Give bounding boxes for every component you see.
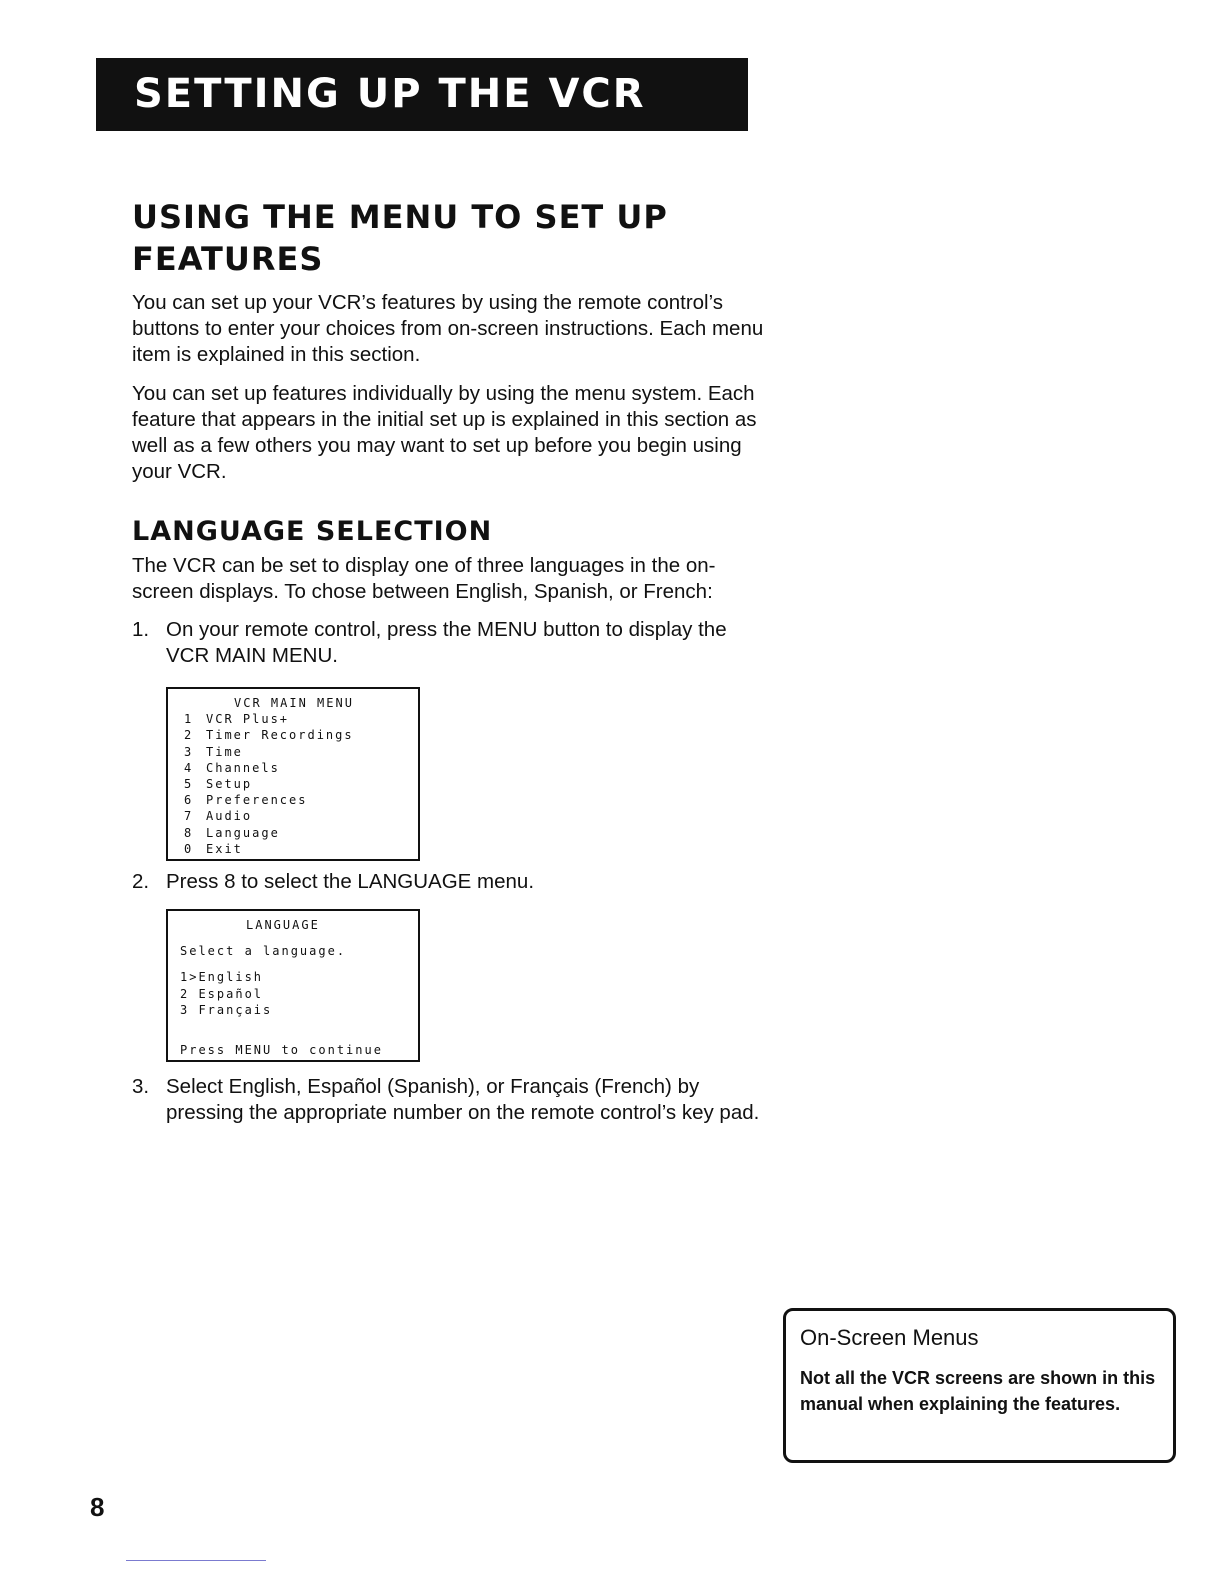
- menu-item: [184, 711, 408, 727]
- screen-footer: Press MENU to continue: [180, 1043, 383, 1058]
- menu-item-label: Channels: [206, 760, 280, 775]
- menu-item-number: 2: [184, 728, 194, 743]
- menu-item: [184, 808, 408, 824]
- menu-item: [184, 760, 408, 776]
- language-option: 1>English: [180, 970, 264, 985]
- language-intro: The VCR can be set to display one of three languages in the on-screen displays. To chose between English, Spanish, or French:: [132, 554, 716, 603]
- menu-item: [184, 727, 408, 743]
- menu-item: [184, 841, 408, 857]
- menu-item-number: 7: [184, 809, 194, 824]
- menu-item: [184, 744, 408, 760]
- intro-paragraph-2: You can set up features individually by using the menu system. Each feature that appears in the initial set up is explained in this section as well as a few others you may want to set up before you begin using your VCR.: [132, 382, 757, 483]
- menu-item-label: Timer Recordings: [206, 728, 354, 743]
- screen-title: VCR MAIN MENU: [234, 696, 354, 710]
- language-menu-screen: [166, 909, 420, 1062]
- menu-item-label: Language: [206, 825, 280, 840]
- language-heading: LANGUAGE SELECTION: [132, 516, 493, 547]
- bottom-rule: [126, 1560, 266, 1561]
- sidebar-note: [783, 1308, 1176, 1463]
- section-heading: [132, 196, 772, 280]
- menu-item-label: Preferences: [206, 793, 308, 808]
- step-number: 2.: [132, 870, 150, 894]
- section-heading-line2: FEATURES: [132, 240, 324, 278]
- chapter-title: SETTING UP THE VCR: [134, 71, 646, 117]
- menu-item-label: Exit: [206, 841, 243, 856]
- menu-item-number: 5: [184, 777, 194, 792]
- step-3: [132, 1074, 772, 1126]
- menu-item: [184, 776, 408, 792]
- menu-item-number: 6: [184, 793, 194, 808]
- language-option: 2 Español: [180, 986, 264, 1001]
- menu-item: [184, 825, 408, 841]
- page-number: 8: [90, 1492, 105, 1522]
- menu-item-number: 4: [184, 760, 194, 775]
- screen-title: LANGUAGE: [246, 918, 320, 933]
- step-text: Select English, Español (Spanish), or Français (French) by pressing the appropriate number on the remote control’s key pad.: [166, 1075, 760, 1125]
- vcr-main-menu-screen: [166, 687, 420, 861]
- menu-item: [184, 792, 408, 808]
- language-option: 3 Français: [180, 1002, 273, 1017]
- main-content: [132, 196, 772, 1126]
- menu-item-number: 1: [184, 712, 194, 727]
- step-text: Press 8 to select the LANGUAGE menu.: [166, 870, 535, 894]
- step-1: [132, 617, 772, 669]
- step-number: 1.: [132, 618, 150, 641]
- step-2: [132, 869, 772, 895]
- sidebar-body: Not all the VCR screens are shown in this manual when explaining the features.: [800, 1368, 1156, 1414]
- menu-item-label: Time: [206, 744, 243, 759]
- screen-prompt: Select a language.: [180, 944, 347, 959]
- step-text: On your remote control, press the MENU button to display the VCR MAIN MENU.: [166, 618, 727, 667]
- menu-item-label: Setup: [206, 777, 253, 792]
- menu-item-number: 8: [184, 825, 194, 840]
- intro-paragraph-1: You can set up your VCR’s features by using the remote control’s buttons to enter your choices from on-screen instructions. Each menu item is explained in this section.: [132, 291, 764, 366]
- menu-item-number: 3: [184, 744, 194, 759]
- chapter-banner: [96, 58, 748, 131]
- section-heading-line1: USING THE MENU TO SET UP: [132, 198, 668, 236]
- menu-item-number: 0: [184, 841, 194, 856]
- menu-item-label: VCR Plus+: [206, 712, 290, 727]
- menu-item-label: Audio: [206, 809, 253, 824]
- step-number: 3.: [132, 1075, 150, 1099]
- sidebar-title: On-Screen Menus: [800, 1325, 979, 1350]
